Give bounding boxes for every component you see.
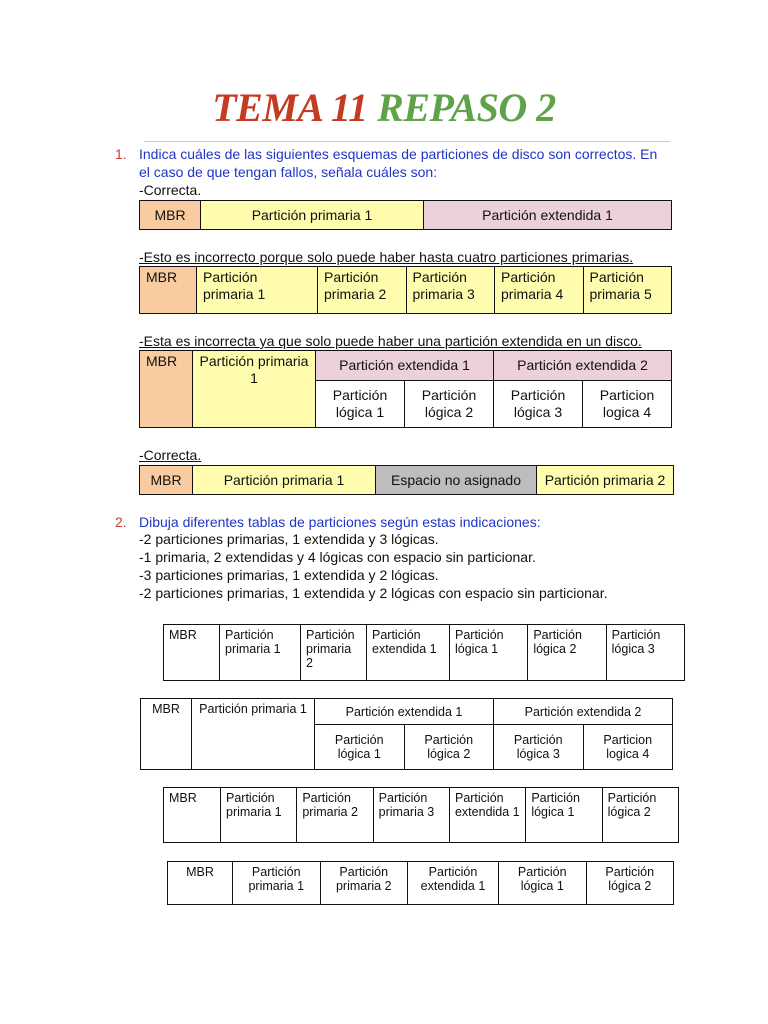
answer-4-extended-1: Partición extendida 1 bbox=[408, 862, 499, 905]
scheme-2-primary-5: Partición primaria 5 bbox=[583, 267, 672, 314]
scheme-4-label: -Correcta. bbox=[139, 447, 202, 463]
scheme-4-mbr: MBR bbox=[140, 466, 193, 495]
answer-2-logical-3: Partición lógica 3 bbox=[494, 725, 584, 770]
answer-table-1 bbox=[163, 624, 685, 681]
answer-2-logical-4: Particion logica 4 bbox=[583, 725, 673, 770]
answer-4-logical-1: Partición lógica 1 bbox=[499, 862, 587, 905]
answer-1-logical-1: Partición lógica 1 bbox=[450, 625, 528, 681]
scheme-1-mbr: MBR bbox=[140, 201, 201, 230]
question-1-line-2: el caso de que tengan fallos, señala cuáles son: bbox=[139, 164, 438, 180]
scheme-2-mbr: MBR bbox=[140, 267, 197, 314]
scheme-3-logical-2: Partición lógica 2 bbox=[405, 381, 494, 428]
scheme-4-table bbox=[139, 465, 674, 495]
question-2-item-3: -3 particiones primarias, 1 extendida y 2 lógicas. bbox=[139, 567, 439, 583]
scheme-2-primary-3: Partición primaria 3 bbox=[406, 267, 495, 314]
scheme-2-table bbox=[139, 266, 672, 314]
answer-2-extended-2: Partición extendida 2 bbox=[494, 699, 673, 725]
question-2-item-4: -2 particiones primarias, 1 extendida y 2 lógicas con espacio sin particionar. bbox=[139, 585, 608, 601]
answer-3-extended-1: Partición extendida 1 bbox=[449, 788, 525, 843]
scheme-3-logical-3: Partición lógica 3 bbox=[494, 381, 583, 428]
answer-1-primary-2: Partición primaria 2 bbox=[301, 625, 367, 681]
answer-1-extended-1: Partición extendida 1 bbox=[367, 625, 450, 681]
scheme-3-label: -Esta es incorrecta ya que solo puede haber una partición extendida en un disco. bbox=[139, 333, 642, 349]
question-2-item-2: -1 primaria, 2 extendidas y 4 lógicas con espacio sin particionar. bbox=[139, 549, 536, 565]
answer-2-mbr: MBR bbox=[141, 699, 192, 770]
question-1-text bbox=[139, 145, 679, 181]
answer-table-4 bbox=[167, 861, 674, 905]
answer-2-logical-2: Partición lógica 2 bbox=[404, 725, 494, 770]
scheme-1-label: -Correcta. bbox=[139, 182, 202, 198]
scheme-2-primary-2: Partición primaria 2 bbox=[318, 267, 407, 314]
question-1-number: 1. bbox=[115, 146, 127, 162]
answer-4-primary-2: Partición primaria 2 bbox=[320, 862, 408, 905]
answer-4-logical-2: Partición lógica 2 bbox=[586, 862, 674, 905]
answer-4-primary-1: Partición primaria 1 bbox=[233, 862, 321, 905]
answer-3-primary-2: Partición primaria 2 bbox=[297, 788, 373, 843]
answer-3-mbr: MBR bbox=[164, 788, 221, 843]
answer-1-logical-2: Partición lógica 2 bbox=[528, 625, 606, 681]
scheme-3-extended-2: Partición extendida 2 bbox=[494, 351, 672, 381]
scheme-3-extended-1: Partición extendida 1 bbox=[316, 351, 494, 381]
scheme-3-table bbox=[139, 350, 672, 428]
scheme-4-primary-2: Partición primaria 2 bbox=[537, 466, 674, 495]
question-2-list bbox=[139, 530, 607, 602]
scheme-3-logical-4: Particion logica 4 bbox=[583, 381, 672, 428]
scheme-2-primary-1: Partición primaria 1 bbox=[197, 267, 318, 314]
title-part-1: TEMA 11 bbox=[212, 85, 368, 130]
scheme-2-label: -Esto es incorrecto porque solo puede haber hasta cuatro particiones primarias. bbox=[139, 249, 634, 265]
answer-2-extended-1: Partición extendida 1 bbox=[315, 699, 494, 725]
answer-2-logical-1: Partición lógica 1 bbox=[315, 725, 405, 770]
question-2-item-1: -2 particiones primarias, 1 extendida y 3 lógicas. bbox=[139, 531, 439, 547]
question-2-number: 2. bbox=[115, 514, 127, 530]
answer-2-primary-1: Partición primaria 1 bbox=[192, 699, 315, 770]
answer-3-primary-1: Partición primaria 1 bbox=[221, 788, 297, 843]
scheme-3-primary-1: Partición primaria 1 bbox=[193, 351, 316, 428]
scheme-3-logical-1: Partición lógica 1 bbox=[316, 381, 405, 428]
answer-1-mbr: MBR bbox=[164, 625, 220, 681]
answer-table-2 bbox=[140, 698, 673, 770]
page-title bbox=[0, 84, 768, 131]
scheme-3-mbr: MBR bbox=[140, 351, 193, 428]
scheme-4-unallocated: Espacio no asignado bbox=[376, 466, 537, 495]
answer-table-3 bbox=[163, 787, 679, 843]
scheme-1-primary-1: Partición primaria 1 bbox=[201, 201, 424, 230]
question-1-line-1: Indica cuáles de las siguientes esquemas de particiones de disco son correctos. En bbox=[139, 146, 658, 162]
answer-4-mbr: MBR bbox=[168, 862, 233, 905]
answer-3-primary-3: Partición primaria 3 bbox=[373, 788, 449, 843]
answer-3-logical-2: Partición lógica 2 bbox=[602, 788, 678, 843]
scheme-2-primary-4: Partición primaria 4 bbox=[495, 267, 584, 314]
title-part-2: REPASO 2 bbox=[377, 85, 556, 130]
answer-1-logical-3: Partición lógica 3 bbox=[606, 625, 684, 681]
scheme-1-extended-1: Partición extendida 1 bbox=[424, 201, 672, 230]
answer-3-logical-1: Partición lógica 1 bbox=[526, 788, 602, 843]
scheme-1-table bbox=[139, 200, 672, 230]
title-divider bbox=[144, 141, 670, 142]
answer-1-primary-1: Partición primaria 1 bbox=[220, 625, 301, 681]
question-2-text: Dibuja diferentes tablas de particiones según estas indicaciones: bbox=[139, 514, 541, 530]
scheme-4-primary-1: Partición primaria 1 bbox=[193, 466, 376, 495]
